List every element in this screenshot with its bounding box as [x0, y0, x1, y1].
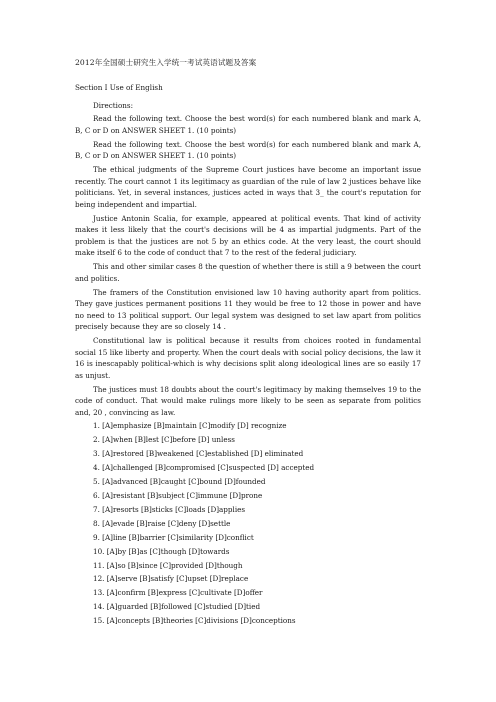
answer-option: 15. [A]concepts [B]theories [C]divisions [D]conceptions — [93, 616, 296, 626]
answer-option: 10. [A]by [B]as [C]though [D]towards — [93, 546, 230, 556]
passage-paragraph: The justices must 18 doubts about the court's legitimacy by making themselves 19 to the code of conduct. That would make rulings more likely to be seen as separate from politics and, 20 , convincing as law. — [75, 384, 421, 417]
document-body — [75, 82, 421, 629]
passage-paragraph: This and other similar cases 8 the question of whether there is still a 9 between the court and politics. — [75, 262, 421, 283]
answer-option: 3. [A]restored [B]weakened [C]established [D] eliminated — [93, 449, 304, 459]
answer-option: 6. [A]resistant [B]subject [C]immune [D]prone — [93, 490, 263, 500]
section-heading: Section I Use of English — [75, 83, 163, 92]
answer-option: 5. [A]advanced [B]caught [C]bound [D]founded — [93, 477, 266, 487]
answer-option: 11. [A]so [B]since [C]provided [D]though — [93, 560, 243, 570]
directions-text: Read the following text. Choose the best word(s) for each numbered blank and mark A, B, C or D on ANSWER SHEET 1. (10 points) — [75, 114, 421, 135]
answer-option: 1. [A]emphasize [B]maintain [C]modify [D] recognize — [93, 421, 287, 431]
passage-paragraph: The framers of the Constitution envisioned law 10 having authority apart from politics. They gave justices permanent positions 11 they would be free to 12 those in power and have no need to 13 political support. Our legal system was designed to set law apart from politics precisely because they are so closely 14 . — [75, 287, 421, 332]
directions-label: Directions: — [93, 100, 134, 110]
document-title: 2012年全国硕士研究生入学统一考试英语试题及答案 — [75, 58, 257, 67]
passage-paragraph: Constitutional law is political because it results from choices rooted in fundamental social 15 like liberty and property. When the court deals with social policy decisions, the law it 16 is inescapably political-which is why decisions split along ideological lines are so easily 17 as unjust. — [75, 336, 421, 380]
answer-option: 12. [A]serve [B]satisfy [C]upset [D]replace — [93, 574, 249, 584]
passage-paragraph: The ethical judgments of the Supreme Court justices have become an important issue recently. The court cannot 1 its legitimacy as guardian of the rule of law 2 justices behave like politicians. Yet, in several instances, justices acted in ways that 3_ the court's reputation for being independent and impartial. — [75, 165, 421, 209]
answer-option: 14. [A]guarded [B]followed [C]studied [D]tied — [93, 602, 261, 612]
answer-option: 4. [A]challenged [B]compromised [C]suspected [D] accepted — [93, 463, 315, 473]
passage-paragraph: Justice Antonin Scalia, for example, appeared at political events. That kind of activity makes it less likely that the court's decisions will be 4 as impartial judgments. Part of the problem is that the justices are not 5 by an ethics code. At the very least, the court should make itself 6 to the code of conduct that 7 to the rest of the federal judiciary. — [75, 213, 421, 258]
answer-option: 13. [A]confirm [B]express [C]cultivate [D]offer — [93, 588, 263, 598]
answer-option: 8. [A]evade [B]raise [C]deny [D]settle — [93, 518, 231, 528]
answer-option: 9. [A]line [B]barrier [C]similarity [D]conflict — [93, 532, 254, 542]
answer-option: 7. [A]resorts [B]sticks [C]loads [D]applies — [93, 504, 246, 514]
directions-text: Read the following text. Choose the best word(s) for each numbered blank and mark A, B, C or D on ANSWER SHEET 1. (10 points) — [75, 139, 421, 161]
answer-options-list — [75, 420, 421, 626]
answer-option: 2. [A]when [B]lest [C]before [D] unless — [93, 435, 235, 445]
